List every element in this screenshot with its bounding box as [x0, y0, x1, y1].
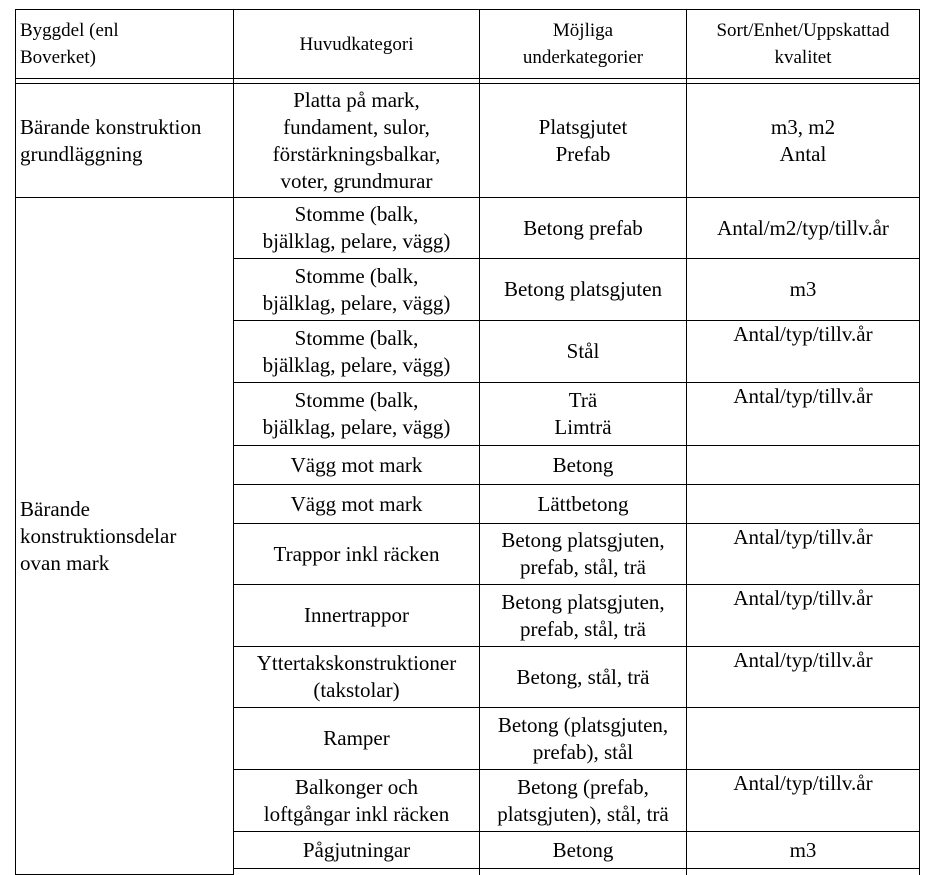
underkategori-cell: Platsgjutet Prefab — [480, 84, 687, 198]
table-header-row — [16, 10, 920, 79]
header-byggdel: Byggdel (enl Boverket) — [16, 10, 234, 79]
header-sort: Sort/Enhet/Uppskattad kvalitet — [687, 10, 920, 79]
underkategori-cell: Betong (platsgjuten, prefab), stål — [480, 708, 687, 770]
byggdel-ovan-mark: Bärande konstruktionsdelar ovan mark — [16, 198, 234, 875]
sort-cell — [687, 485, 920, 524]
underkategori-cell: Betong (prefab, platsgjuten), stål, trä — [480, 770, 687, 832]
huvudkategori-cell: Vägg mot mark — [234, 446, 480, 485]
huvudkategori-cell: Ramper — [234, 708, 480, 770]
byggdel-grundlaggning: Bärande konstruktion grundläggning — [16, 84, 234, 198]
huvudkategori-cell: Innertrappor — [234, 585, 480, 647]
underkategori-cell: Betong prefab — [480, 198, 687, 259]
huvudkategori-cell: Platta på mark, fundament, sulor, förstärkningsbalkar, voter, grundmurar — [234, 84, 480, 198]
table-row — [16, 198, 920, 259]
table-row — [16, 84, 920, 198]
underkategori-cell: Betong platsgjuten, prefab, stål, trä — [480, 524, 687, 585]
sort-cell: Antal/typ/tillv.år — [687, 321, 920, 383]
sort-cell: Antal/typ/tillv.år — [687, 524, 920, 585]
huvudkategori-cell: Pågjutningar — [234, 832, 480, 869]
sort-cell — [687, 708, 920, 770]
header-underkategorier: Möjliga underkategorier — [480, 10, 687, 79]
underkategori-cell: Betong platsgjuten, prefab, stål, trä — [480, 585, 687, 647]
sort-cell: m3, m2 Antal — [687, 84, 920, 198]
huvudkategori-cell: Stomme (balk, bjälklag, pelare, vägg) — [234, 259, 480, 321]
underkategori-cell: Betong, stål, trä — [480, 647, 687, 708]
sort-cell: Antal/typ/tillv.år — [687, 647, 920, 708]
sort-cell: Antal/typ/tillv.år — [687, 585, 920, 647]
sort-cell: Antal/typ/tillv.år — [687, 383, 920, 446]
sort-cell: Antal/typ/tillv.år — [687, 770, 920, 832]
huvudkategori-cell: Balkonger och loftgångar inkl räcken — [234, 770, 480, 832]
underkategori-cell: Trä Limträ — [480, 383, 687, 446]
huvudkategori-cell: Stomme (balk, bjälklag, pelare, vägg) — [234, 198, 480, 259]
huvudkategori-cell: Yttertakskonstruktioner (takstolar) — [234, 647, 480, 708]
sort-cell — [687, 446, 920, 485]
underkategori-cell: Betong — [480, 446, 687, 485]
sort-cell: m3 — [687, 259, 920, 321]
underkategori-cell: Stål — [480, 321, 687, 383]
building-parts-table — [15, 9, 920, 875]
huvudkategori-cell: Trappor inkl räcken — [234, 524, 480, 585]
underkategori-cell: Betong platsgjuten — [480, 259, 687, 321]
huvudkategori-cell: Stomme (balk, bjälklag, pelare, vägg) — [234, 321, 480, 383]
sort-cell: m3 — [687, 832, 920, 869]
underkategori-cell: Betong — [480, 832, 687, 869]
header-huvudkategori: Huvudkategori — [234, 10, 480, 79]
underkategori-cell: Lättbetong — [480, 485, 687, 524]
sort-cell: Antal/m2/typ/tillv.år — [687, 198, 920, 259]
huvudkategori-cell: Stomme (balk, bjälklag, pelare, vägg) — [234, 383, 480, 446]
huvudkategori-cell: Vägg mot mark — [234, 485, 480, 524]
